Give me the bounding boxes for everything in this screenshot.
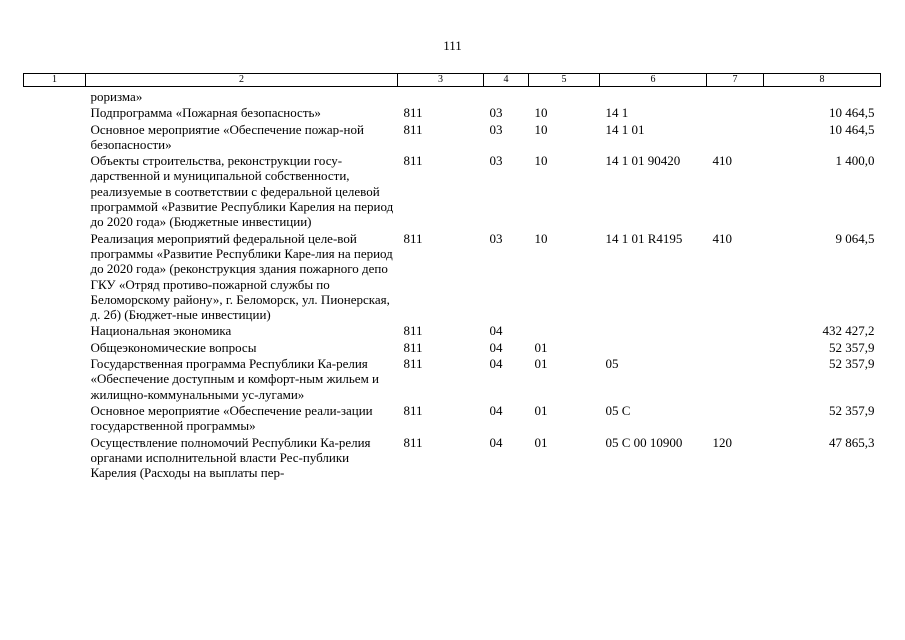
table-header-row: [24, 74, 881, 87]
table-row: [24, 340, 881, 356]
cell-name: Осуществление полномочий Республики Ка-релия органами исполнительной власти Рес-публики Карелия (Расходы на выплаты пер-: [90, 434, 371, 481]
cell-rz: 03: [489, 230, 503, 246]
cell-vr: [707, 122, 764, 154]
cell-col-1: [24, 340, 86, 356]
table-row: [24, 153, 881, 230]
cell-col-1: [24, 105, 86, 121]
cell-name: Объекты строительства, реконструкции госу-дарственной и муниципальной собственности, реализуемые в соответствии с федеральной целевой программой «Развитие Республики Карелия на период до 2020 года» (Бюджетные инвестиции): [90, 153, 394, 230]
cell-csr: 05: [605, 356, 619, 372]
cell-csr: [600, 87, 707, 106]
cell-pr: 10: [534, 230, 548, 246]
table-row: [24, 356, 881, 403]
cell-ved: 811: [403, 153, 423, 169]
cell-name: Реализация мероприятий федеральной целе-вой программы «Развитие Республики Каре-лия на период до 2020 года» (реконструкция здания пожарного депо ГКУ «Отряд противо-пожарной службы по Беломорскому району», г. Беломорск, ул. Пионерская, д. 2б) (Бюджет-ные инвестиции): [90, 230, 393, 323]
cell-csr: [600, 340, 707, 356]
header-col-5: 5: [529, 74, 600, 87]
cell-vr: [707, 105, 764, 121]
cell-csr: 14 1: [605, 105, 629, 121]
cell-csr: [600, 323, 707, 339]
cell-ved: 811: [403, 339, 423, 355]
cell-vr: 120: [712, 434, 732, 450]
cell-vr: 410: [712, 230, 732, 246]
table-row: [24, 105, 881, 121]
cell-pr: 10: [534, 105, 548, 121]
header-col-4: 4: [484, 74, 529, 87]
cell-amount: 432 427,2: [822, 323, 875, 339]
cell-pr: 10: [534, 121, 548, 137]
table-row: [24, 403, 881, 435]
cell-pr: [529, 323, 600, 339]
cell-ved: [398, 87, 484, 106]
cell-ved: 811: [403, 434, 423, 450]
header-col-6: 6: [600, 74, 707, 87]
cell-pr: 01: [534, 339, 548, 355]
cell-amount: 52 357,9: [829, 339, 875, 355]
header-col-2: 2: [86, 74, 398, 87]
cell-ved: 811: [403, 121, 423, 137]
cell-csr: 14 1 01 90420: [605, 153, 681, 169]
table-row: [24, 435, 881, 482]
cell-name: Государственная программа Республики Ка-релия «Обеспечение доступным и комфорт-ным жильем и жилищно-коммунальными ус-лугами»: [90, 356, 380, 402]
cell-csr: 05 С 00 10900: [605, 434, 683, 450]
cell-col-1: [24, 231, 86, 324]
cell-col-1: [24, 87, 86, 106]
cell-amount: 52 357,9: [829, 402, 875, 418]
cell-ved: 811: [403, 323, 423, 339]
cell-amount: 10 464,5: [829, 121, 875, 137]
cell-ved: 811: [403, 356, 423, 372]
cell-name: Общеэкономические вопросы: [90, 339, 257, 355]
cell-col-1: [24, 323, 86, 339]
cell-rz: 04: [489, 323, 503, 339]
cell-pr: [529, 87, 600, 106]
cell-vr: [707, 356, 764, 403]
cell-rz: [484, 87, 529, 106]
cell-vr: [707, 403, 764, 435]
cell-name: Национальная экономика: [90, 323, 232, 339]
cell-amount: [764, 87, 881, 106]
cell-rz: 03: [489, 105, 503, 121]
header-col-7: 7: [707, 74, 764, 87]
page-number: 111: [443, 38, 462, 53]
budget-table: [23, 73, 881, 481]
header-col-8: 8: [764, 74, 881, 87]
cell-rz: 04: [489, 434, 503, 450]
cell-vr: 410: [712, 153, 732, 169]
cell-pr: 01: [534, 356, 548, 372]
cell-col-1: [24, 435, 86, 482]
cell-rz: 03: [489, 153, 503, 169]
cell-name: роризма»: [90, 89, 143, 104]
cell-col-1: [24, 403, 86, 435]
cell-rz: 04: [489, 339, 503, 355]
cell-pr: 10: [534, 153, 548, 169]
header-col-3: 3: [398, 74, 484, 87]
cell-csr: 05 С: [605, 402, 631, 418]
cell-name: Подпрограмма «Пожарная безопасность»: [90, 105, 321, 121]
cell-col-1: [24, 153, 86, 230]
cell-name: Основное мероприятие «Обеспечение реали-зации государственной программы»: [90, 402, 373, 434]
cell-ved: 811: [403, 402, 423, 418]
table-body: [24, 87, 881, 482]
cell-col-1: [24, 122, 86, 154]
cell-vr: [707, 340, 764, 356]
cell-rz: 04: [489, 402, 503, 418]
cell-pr: 01: [534, 402, 548, 418]
cell-amount: 9 064,5: [835, 230, 875, 246]
cell-vr: [707, 87, 764, 106]
cell-rz: 04: [489, 356, 503, 372]
cell-ved: 811: [403, 105, 423, 121]
cell-pr: 01: [534, 434, 548, 450]
table-row: [24, 231, 881, 324]
cell-amount: 1 400,0: [835, 153, 875, 169]
cell-rz: 03: [489, 121, 503, 137]
table-row: [24, 122, 881, 154]
table-row: [24, 87, 881, 106]
header-col-1: 1: [24, 74, 86, 87]
cell-name: Основное мероприятие «Обеспечение пожар-ной безопасности»: [90, 121, 364, 152]
table-row: [24, 323, 881, 339]
cell-vr: [707, 323, 764, 339]
cell-csr: 14 1 01 R4195: [605, 230, 683, 246]
cell-amount: 47 865,3: [829, 434, 875, 450]
cell-col-1: [24, 356, 86, 403]
cell-ved: 811: [403, 230, 423, 246]
cell-csr: 14 1 01: [605, 121, 645, 137]
cell-amount: 10 464,5: [829, 105, 875, 121]
cell-amount: 52 357,9: [829, 356, 875, 372]
